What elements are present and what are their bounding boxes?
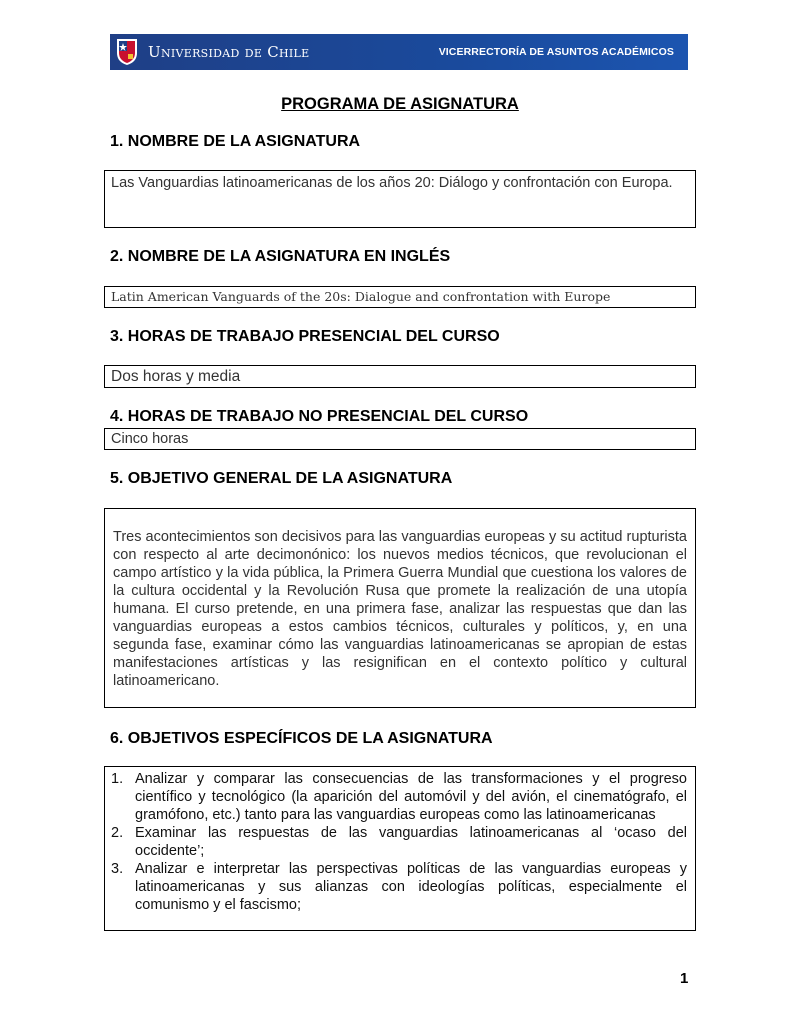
section-3-heading: 3. HORAS DE TRABAJO PRESENCIAL DEL CURSO xyxy=(110,328,500,345)
general-objective: Tres acontecimientos son decisivos para las vanguardias europeas y su actitud rupturista con respecto al arte decimonónico: los nuevos medios técnicos, que revolucionan el campo artístico y la vida pública, la Primera Guerra Mundial que cuestiona los valores de la cultura occidental y la Revolución Rusa que promete la realización de una utopía humana. El curso pretende, en una primera fase, analizar las respuestas que dan las vanguardias europeas a estos cambios técnicos, culturales y políticos, y, en una segunda fase, examinar cómo las vanguardias latinoamericanas se apropian de estas manifestaciones artísticas y las resignifican en el contexto político y cultural latinoamericano. xyxy=(113,529,687,689)
specific-objectives-list xyxy=(107,770,687,914)
page-title: PROGRAMA DE ASIGNATURA xyxy=(281,95,519,113)
section-3-box xyxy=(104,365,696,388)
page-number: 1 xyxy=(680,970,689,987)
section-2-box xyxy=(104,286,696,308)
course-name: Las Vanguardias latinoamericanas de los años 20: Diálogo y confrontación con Europa. xyxy=(111,175,673,191)
section-2-heading: 2. NOMBRE DE LA ASIGNATURA EN INGLÉS xyxy=(110,248,451,265)
section-6-box xyxy=(104,766,696,931)
university-name: Universidad de Chile xyxy=(148,43,310,61)
office-name: VICERRECTORÍA DE ASUNTOS ACADÉMICOS xyxy=(438,46,674,58)
list-item: 3. Analizar e interpretar las perspectivas políticas de las vanguardias europeas y latinoamericanas y sus alianzas con ideologías políticas, especialmente el comunismo y el fascismo; xyxy=(111,861,687,913)
section-1-heading: 1. NOMBRE DE LA ASIGNATURA xyxy=(110,133,361,150)
section-5-box xyxy=(104,508,696,708)
non-contact-hours: Cinco horas xyxy=(111,431,189,447)
header-banner xyxy=(110,34,688,70)
list-item: 2. Examinar las respuestas de las vanguardias latinoamericanas al ‘ocaso del occidente’; xyxy=(111,825,687,859)
section-4-heading: 4. HORAS DE TRABAJO NO PRESENCIAL DEL CURSO xyxy=(110,408,529,425)
contact-hours: Dos horas y media xyxy=(111,368,241,385)
list-item: 1. Analizar y comparar las consecuencias de las transformaciones y el progreso científico y tecnológico (la aparición del automóvil y del avión, el cinematógrafo, el gramófono, etc.) tanto para las vanguardias europeas como las latinoamericanas xyxy=(111,771,687,823)
section-5-heading: 5. OBJETIVO GENERAL DE LA ASIGNATURA xyxy=(110,470,453,487)
section-1-box xyxy=(104,170,696,228)
university-crest-icon xyxy=(116,38,138,66)
course-name-english: Latin American Vanguards of the 20s: Dialogue and confrontation with Europe xyxy=(111,289,611,304)
section-6-heading: 6. OBJETIVOS ESPECÍFICOS DE LA ASIGNATURA xyxy=(110,730,493,747)
section-4-box xyxy=(104,428,696,450)
